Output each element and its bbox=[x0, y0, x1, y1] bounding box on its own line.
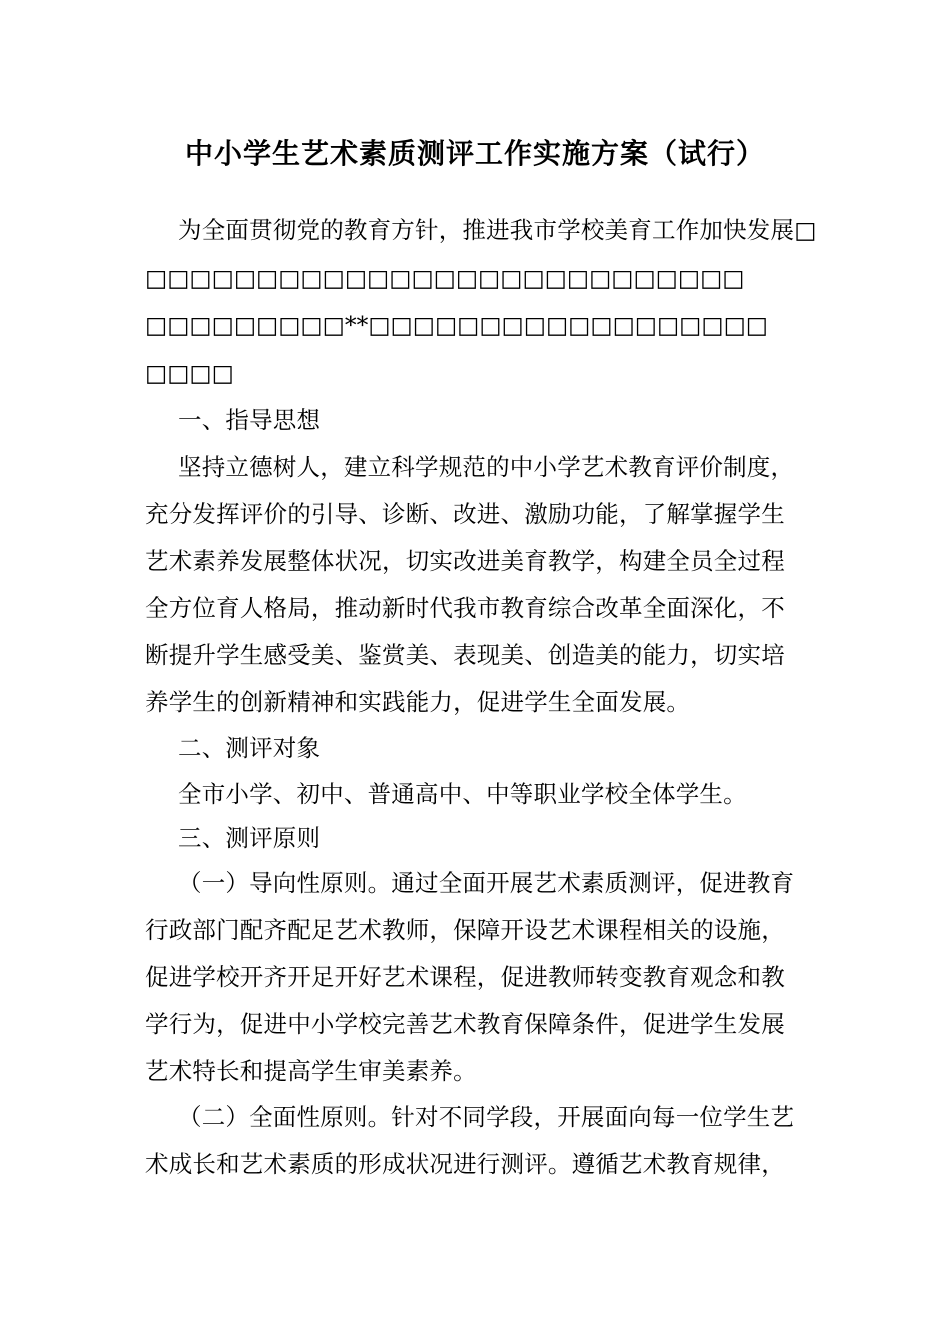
paragraph-line: 行政部门配齐配足艺术教师，保障开设艺术课程相关的设施， bbox=[145, 916, 785, 944]
section-heading: 一、指导思想 bbox=[178, 406, 321, 434]
paragraph-line: 养学生的创新精神和实践能力，促进学生全面发展。 bbox=[145, 688, 691, 716]
paragraph-line: □□□□□□□□□**□□□□□□□□□□□□□□□□□□ bbox=[145, 311, 768, 339]
paragraph-line: 艺术特长和提高学生审美素养。 bbox=[145, 1057, 477, 1085]
document-title: 中小学生艺术素质测评工作实施方案（试行） bbox=[184, 137, 765, 170]
section-heading: 三、测评原则 bbox=[178, 824, 321, 852]
paragraph-line: □□□□□□□□□□□□□□□□□□□□□□□□□□□ bbox=[145, 264, 745, 292]
paragraph-line: 断提升学生感受美、鉴赏美、表现美、创造美的能力，切实培 bbox=[145, 641, 785, 669]
paragraph-line: 坚持立德树人，建立科学规范的中小学艺术教育评价制度， bbox=[178, 453, 795, 481]
paragraph-line: 全方位育人格局，推动新时代我市教育综合改革全面深化，不 bbox=[145, 594, 785, 622]
paragraph-line: 艺术素养发展整体状况，切实改进美育教学，构建全员全过程 bbox=[145, 547, 785, 575]
paragraph-line: 充分发挥评价的引导、诊断、改进、激励功能，了解掌握学生 bbox=[145, 500, 785, 528]
section-heading: 二、测评对象 bbox=[178, 734, 321, 762]
paragraph-line: 促进学校开齐开足开好艺术课程，促进教师转变教育观念和教 bbox=[145, 963, 785, 991]
paragraph-line: 为全面贯彻党的教育方针，推进我市学校美育工作加快发展□ bbox=[178, 216, 817, 244]
paragraph-line: （二）全面性原则。针对不同学段，开展面向每一位学生艺 bbox=[178, 1103, 795, 1131]
paragraph-line: 学行为，促进中小学校完善艺术教育保障条件，促进学生发展 bbox=[145, 1010, 785, 1038]
paragraph-line: 全市小学、初中、普通高中、中等职业学校全体学生。 bbox=[178, 780, 747, 808]
paragraph-line: 术成长和艺术素质的形成状况进行测评。遵循艺术教育规律， bbox=[145, 1150, 785, 1178]
paragraph-line: □□□□ bbox=[145, 359, 234, 387]
paragraph-line: （一）导向性原则。通过全面开展艺术素质测评，促进教育 bbox=[178, 869, 795, 897]
